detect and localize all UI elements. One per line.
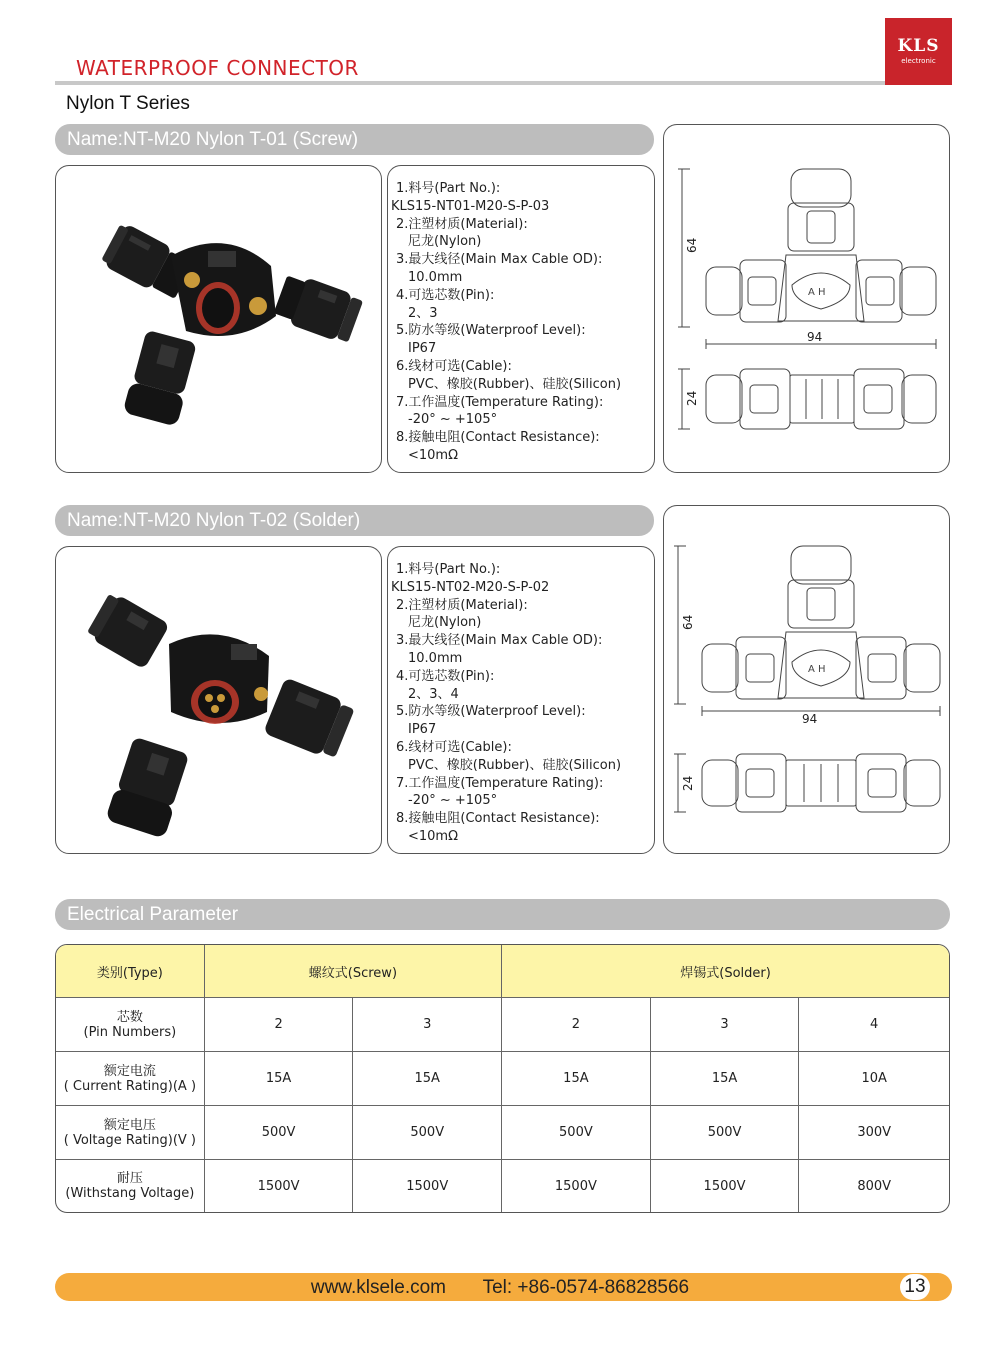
electrical-title: Electrical Parameter: [67, 904, 239, 925]
spec-material-label: 2.注塑材质(Material):: [396, 597, 528, 613]
row-label: [56, 1106, 205, 1160]
spec-cable-label: 6.线材可选(Cable):: [396, 739, 512, 755]
row-label-en: (Withstang Voltage): [65, 1186, 195, 1201]
table-cell: 500V: [353, 1106, 502, 1160]
drawing-mark: A H: [808, 287, 826, 298]
footer-tel: Tel: +86-0574-86828566: [482, 1277, 690, 1298]
spec-cable-od-label: 3.最大线径(Main Max Cable OD):: [396, 633, 603, 649]
footer-website[interactable]: www.klsele.com: [310, 1277, 447, 1298]
table-header-row: [56, 945, 949, 998]
product-1-photo-box: [55, 165, 382, 473]
spec-temp: -20° ~ +105°: [408, 793, 498, 809]
table-row: [56, 1052, 949, 1106]
dim-height: 64: [681, 614, 695, 630]
header-title: WATERPROOF CONNECTOR: [76, 56, 359, 80]
header-screw: 螺纹式(Screw): [205, 945, 502, 998]
page-number: 13: [900, 1274, 930, 1300]
row-label-cn: 额定电压: [103, 1117, 156, 1133]
spec-pin: 2、3: [408, 305, 438, 321]
row-label: [56, 1052, 205, 1106]
spec-waterproof-label: 5.防水等级(Waterproof Level):: [396, 704, 586, 720]
header-solder: 焊锡式(Solder): [502, 945, 949, 998]
product-1-name-bar: [55, 124, 654, 155]
spec-material-label: 2.注塑材质(Material):: [396, 216, 528, 232]
spec-resistance-label: 8.接触电阻(Contact Resistance):: [396, 430, 600, 446]
table-cell: 15A: [502, 1052, 651, 1106]
spec-temp-label: 7.工作温度(Temperature Rating):: [396, 394, 604, 410]
t-connector-screw-photo: [56, 166, 382, 473]
kls-logo: [885, 18, 952, 85]
product-1-drawing-box: [663, 124, 950, 473]
spec-temp: -20° ~ +105°: [408, 412, 498, 428]
footer-contact: [0, 1277, 1000, 1299]
table-cell: 3: [353, 998, 502, 1052]
spec-material: 尼龙(Nylon): [408, 234, 482, 250]
row-label-en: (Pin Numbers): [83, 1024, 177, 1040]
product-2-photo-box: [55, 546, 382, 854]
table-row: [56, 1106, 949, 1160]
product-2-drawing-box: [663, 505, 950, 854]
drawing-mark: A H: [808, 664, 826, 675]
table-cell: 2: [502, 998, 651, 1052]
spec-material: 尼龙(Nylon): [408, 615, 482, 631]
table-row: [56, 998, 949, 1052]
logo-brand: KLS: [897, 36, 940, 56]
table-cell: 1500V: [651, 1160, 800, 1212]
table-cell: 2: [205, 998, 354, 1052]
spec-pin: 2、3、4: [408, 686, 459, 702]
product-2-name-bar: [55, 505, 654, 536]
row-label-en: ( Voltage Rating)(V ): [63, 1132, 196, 1148]
spec-pin-label: 4.可选芯数(Pin):: [396, 287, 495, 303]
row-label-cn: 芯数: [116, 1009, 143, 1025]
electrical-title-bar: [55, 899, 950, 930]
row-label: [56, 1160, 205, 1212]
spec-cable: PVC、橡胶(Rubber)、硅胶(Silicon): [408, 376, 622, 392]
product-1-name: Name:NT-M20 Nylon T-01 (Screw): [67, 129, 359, 150]
table-cell: 4: [799, 998, 949, 1052]
dim-depth: 24: [685, 390, 699, 406]
spec-resistance: <10mΩ: [408, 447, 459, 463]
row-label-en: ( Current Rating)(A ): [63, 1078, 197, 1094]
table-cell: 3: [651, 998, 800, 1052]
table-cell: 500V: [651, 1106, 800, 1160]
table-cell: 15A: [651, 1052, 800, 1106]
table-cell: 1500V: [353, 1160, 502, 1212]
dim-height: 64: [685, 237, 699, 253]
t-connector-screw-drawing: [664, 125, 950, 473]
table-cell: 500V: [502, 1106, 651, 1160]
series-title: Nylon T Series: [66, 93, 190, 114]
table-cell: 1500V: [205, 1160, 354, 1212]
spec-waterproof: IP67: [408, 722, 437, 738]
spec-cable-label: 6.线材可选(Cable):: [396, 358, 512, 374]
row-label-cn: 耐压: [116, 1171, 143, 1186]
spec-pin-label: 4.可选芯数(Pin):: [396, 668, 495, 684]
spec-cable-od: 10.0mm: [408, 269, 463, 285]
product-2-name: Name:NT-M20 Nylon T-02 (Solder): [67, 510, 361, 531]
spec-part-no-label: 1.料号(Part No.):: [396, 562, 501, 577]
spec-resistance-label: 8.接触电阻(Contact Resistance):: [396, 811, 600, 827]
row-label-cn: 额定电流: [103, 1063, 156, 1079]
dim-width: 94: [807, 330, 823, 344]
product-2-specs-box: [387, 546, 655, 854]
table-cell: 500V: [205, 1106, 354, 1160]
table-cell: 10A: [799, 1052, 949, 1106]
electrical-parameter-table: [55, 944, 950, 1213]
spec-waterproof-label: 5.防水等级(Waterproof Level):: [396, 323, 586, 339]
spec-part-no: KLS15-NT01-M20-S-P-03: [391, 198, 550, 214]
t-connector-solder-drawing: [664, 506, 950, 854]
spec-waterproof: IP67: [408, 341, 437, 357]
dim-width: 94: [802, 712, 818, 726]
table-cell: 15A: [353, 1052, 502, 1106]
logo-sub: electronic: [901, 57, 936, 65]
table-row: [56, 1160, 949, 1212]
header-rule: [55, 81, 952, 85]
row-label: [56, 998, 205, 1052]
header-type: 类别(Type): [56, 945, 205, 998]
spec-cable-od-label: 3.最大线径(Main Max Cable OD):: [396, 252, 603, 268]
table-cell: 300V: [799, 1106, 949, 1160]
spec-cable-od: 10.0mm: [408, 650, 463, 666]
table-cell: 1500V: [502, 1160, 651, 1212]
spec-cable: PVC、橡胶(Rubber)、硅胶(Silicon): [408, 757, 622, 773]
spec-temp-label: 7.工作温度(Temperature Rating):: [396, 775, 604, 791]
spec-resistance: <10mΩ: [408, 828, 459, 844]
dim-depth: 24: [681, 775, 695, 791]
table-cell: 800V: [857, 1178, 892, 1194]
t-connector-solder-photo: [56, 547, 382, 854]
spec-part-no-label: 1.料号(Part No.):: [396, 181, 501, 196]
table-cell: 15A: [205, 1052, 354, 1106]
product-1-specs-box: [387, 165, 655, 473]
spec-part-no: KLS15-NT02-M20-S-P-02: [391, 579, 550, 595]
